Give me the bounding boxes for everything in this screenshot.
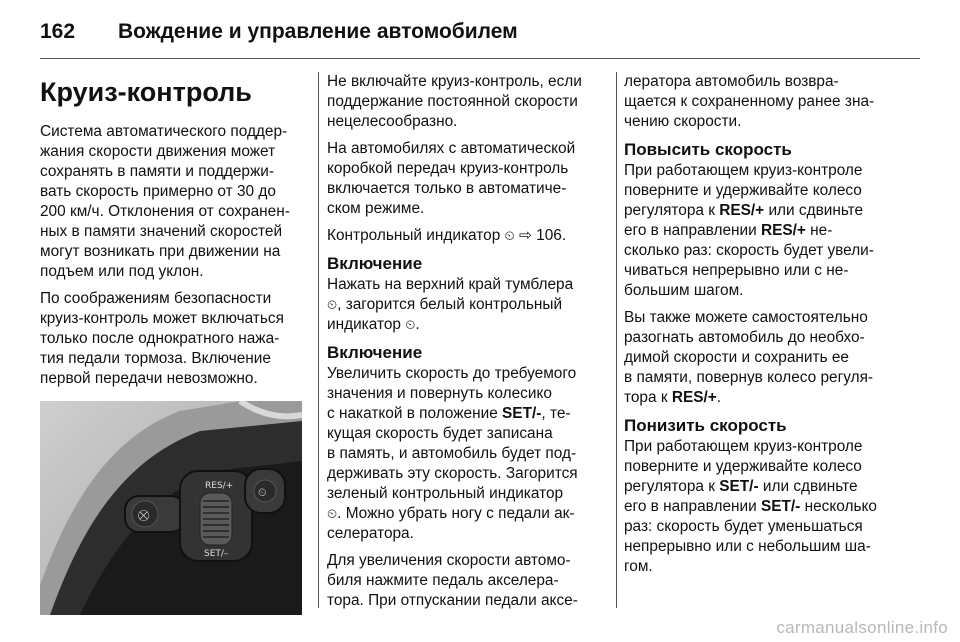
cruise-control-indicator-icon: ⏲ (327, 297, 338, 312)
heading-decrease-speed: Понизить скорость (624, 416, 787, 435)
paragraph: лератора автомобиль возвра- щается к сохраненному ранее зна- чению скорости. (624, 73, 875, 130)
chapter-title: Круиз-контроль (40, 77, 252, 107)
svg-text:⛒: ⛒ (138, 509, 150, 522)
set-key: SET/- (760, 498, 801, 515)
page-header (40, 20, 518, 48)
paragraph: По соображениям безопасности круиз-контроль может включаться только после однократного нажа- тия педали тормоза. Включение первой передачи невозможно. (40, 290, 284, 387)
column-3 (624, 72, 914, 584)
cruise-control-indicator-icon: ⏲ (504, 228, 515, 243)
section-title: Вождение и управление автомобилем (118, 20, 518, 43)
res-label: RES/+ (205, 481, 234, 491)
paragraph: Не включайте круиз-контроль, если поддержание постоянной скорости нецелесообразно. (327, 73, 582, 130)
header-rule (40, 58, 920, 59)
paragraph: Нажать на верхний край тумблера ⏲, загорится белый контрольный индикатор ⏲. (327, 276, 574, 333)
page-reference-icon: ⇨ (518, 227, 532, 244)
paragraph: Контрольный индикатор ⏲ ⇨ 106. (327, 227, 567, 244)
set-key: SET/- (719, 478, 759, 495)
cruise-control-indicator-icon: ⏲ (405, 317, 416, 332)
column-2 (327, 72, 602, 618)
paragraph: При работающем круиз-контроле поверните и удерживайте колесо регулятора к SET/- или сдвиньте его в направлении SET/- несколько раз: скорость будет уменьшаться непрерывно или с небольшим ша- гом. (624, 438, 877, 575)
column-1 (40, 72, 305, 615)
paragraph: Система автоматического поддер- жания скорости движения может сохранять в памяти и поддержи- вать скорость примерно от 30 до 200 км/ч. Отклонения от сохранен- ных в памяти значений скоростей могут возникать при движении на подъем или под уклон. (40, 123, 290, 280)
heading-enable: Включение (327, 254, 423, 273)
heading-enable: Включение (327, 343, 423, 362)
heading-increase-speed: Повысить скорость (624, 140, 792, 159)
watermark: carmanualsonline.info (776, 618, 948, 637)
res-key: RES/+ (671, 389, 717, 406)
cruise-control-indicator-icon: ⏲ (327, 506, 338, 521)
column-divider (616, 72, 617, 608)
steering-wheel-illustration (40, 401, 302, 615)
set-label: SET/– (204, 549, 229, 559)
paragraph: При работающем круиз-контроле поверните и удерживайте колесо регулятора к RES/+ или сдвиньте его в направлении RES/+ не- сколько раз: скорость будет увели- чиваться непрерывно или с не- большим шагом. (624, 162, 874, 299)
set-key: SET/- (502, 405, 542, 422)
res-key: RES/+ (719, 202, 765, 219)
page-number: 162 (40, 20, 76, 43)
paragraph: На автомобилях с автоматической коробкой передач круиз-контроль включается только в автоматиче- ском режиме. (327, 140, 576, 217)
paragraph: Для увеличения скорости автомо- биля нажмите педаль акселера- тора. При отпускании педали аксе- (327, 552, 578, 609)
steering-wheel-controls-photo (40, 401, 302, 615)
svg-text:⏲: ⏲ (258, 486, 267, 499)
res-key: RES/+ (760, 222, 806, 239)
page-reference[interactable]: 106. (531, 227, 567, 244)
paragraph: Увеличить скорость до требуемого значения и повернуть колесико с накаткой в положение SET/-, те- кущая скорость будет записана в память, и автомобиль будет под- держивать эту скорость. Загорится зеленый контрольный индикатор ⏲. Можно убрать ногу с педали ак- селератора. (327, 365, 578, 542)
column-divider (318, 72, 319, 608)
paragraph: Вы также можете самостоятельно разогнать автомобиль до необхо- димой скорости и сохранить ее в памяти, повернув колесо регуля- тора к RES/+. (624, 309, 874, 406)
